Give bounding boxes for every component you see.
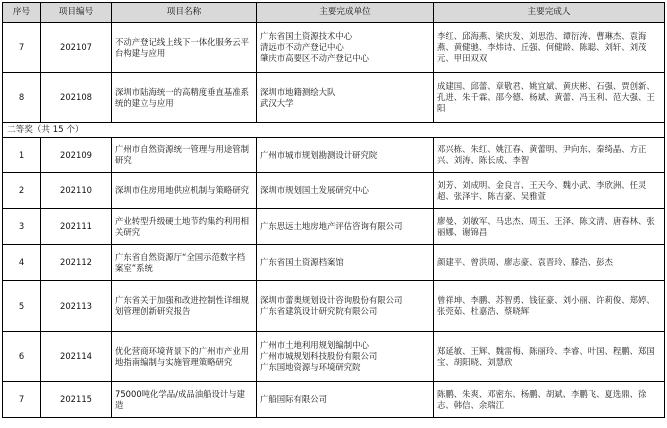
project-name: 广州市自然资源统一管理与用途管制研究	[112, 138, 257, 173]
completion-units	[257, 281, 434, 332]
completion-units	[257, 332, 434, 382]
table-row	[3, 382, 665, 418]
header-cell-people: 主要完成人	[434, 3, 665, 23]
unit-line: 肇庆市高要区不动产登记中心	[260, 53, 369, 63]
unit-line: 深圳市规划国土发展研究中心	[260, 185, 369, 195]
completion-people: 李红、邱海燕、梁庆发、刘思浩、谭衍涛、曹琳杰、袁海燕、黄健驰、李炜诗、丘强、何健龄、陈聪、刘轩、刘茂元、甲田双双	[434, 23, 665, 73]
completion-people: 廖曼、刘敏军、马忠杰、周玉、王泽、陈文清、唐春林、张丽娜、谢锦昌	[434, 209, 665, 245]
completion-people: 成建国、邱蕾、章敬君、姚宜斌、黄庆彬、石强、贾创新、孔进、朱千霖、邵今德、杨斌、黄蕾、冯玉利、范大强、王阳	[434, 73, 665, 123]
completion-people: 颜建平、曾洪周、廖志豪、袁晋玲、滕浩、彭杰	[434, 245, 665, 281]
project-name: 75000吨化学品/成品油船设计与建造	[112, 382, 257, 418]
row-number: 6	[3, 332, 41, 382]
row-number: 7	[3, 382, 41, 418]
project-code: 202111	[41, 209, 112, 245]
table-row	[3, 23, 665, 73]
unit-line: 武汉大学	[260, 97, 294, 108]
section-row	[3, 123, 665, 138]
awards-table	[2, 2, 665, 418]
table-row	[3, 209, 665, 245]
row-number: 1	[3, 138, 41, 173]
unit-line: 广东省建筑设计研究院有限公司	[260, 306, 378, 316]
header-cell-unit: 主要完成单位	[257, 3, 434, 23]
project-code: 202107	[41, 23, 112, 73]
row-number: 3	[3, 209, 41, 245]
project-name: 广东省关于加强和改进控制性详细规划管理创新研究报告	[112, 281, 257, 332]
unit-line: 广东省国土资源技术中心	[260, 31, 353, 41]
table-row	[3, 332, 665, 382]
completion-units	[257, 245, 434, 281]
project-code: 202112	[41, 245, 112, 281]
unit-line: 广州市城市规划勘测设计研究院	[260, 149, 378, 160]
project-code: 202110	[41, 173, 112, 209]
unit-line: 广州市土地利用规划编制中心	[260, 340, 369, 350]
unit-line: 广东省国土资源档案馆	[260, 257, 344, 267]
project-code: 202109	[41, 138, 112, 173]
project-code: 202113	[41, 281, 112, 332]
unit-line: 清远市不动产登记中心	[260, 42, 344, 52]
completion-people: 刘芳、刘成明、金良言、王天今、魏小武、李欣洲、任灵超、张泽宇、陈吉豪、吴雅萱	[434, 173, 665, 209]
header-row	[3, 3, 665, 23]
row-number: 5	[3, 281, 41, 332]
project-name: 优化营商环境背景下的广州市产业用地指南编制与实施管理策略研究	[112, 332, 257, 382]
section-title: 二等奖（共 15 个）	[3, 123, 665, 138]
unit-line: 广州市城规划科技股份有限公司	[260, 351, 378, 361]
header-cell-name: 项目名称	[112, 3, 257, 23]
completion-people: 曾祥坤、李鹏、苏智勇、钱征豪、刘小丽、许莉俊、郑婷、张莞茹、杜嘉浩、蔡晓辉	[434, 281, 665, 332]
project-name: 产业转型升级硬土地节约集约利用相关研究	[112, 209, 257, 245]
table-row	[3, 245, 665, 281]
table-section	[3, 123, 665, 138]
awards-sheet	[2, 2, 664, 425]
table-row	[3, 138, 665, 173]
completion-units	[257, 73, 434, 123]
table-body-second	[3, 138, 665, 418]
unit-line: 深圳市地籍测绘大队	[260, 86, 336, 97]
row-number: 8	[3, 73, 41, 123]
project-name: 深圳市住房用地供应机制与策略研究	[112, 173, 257, 209]
row-number: 2	[3, 173, 41, 209]
unit-line: 广东思远土地房地产评估咨询有限公司	[260, 221, 403, 231]
completion-units	[257, 173, 434, 209]
completion-units	[257, 23, 434, 73]
table-body-top	[3, 23, 665, 123]
unit-line: 深圳市蕾奥规划设计咨询股份有限公司	[260, 295, 403, 305]
completion-units	[257, 138, 434, 173]
completion-people: 陈鹏、朱爽、邓密东、杨鹏、胡斌、李鹏飞、夏选鼎、徐志、韩信、余瑞江	[434, 382, 665, 418]
table-row	[3, 173, 665, 209]
table-row	[3, 281, 665, 332]
completion-people: 郑延敏、王辉、魏雷梅、陈丽玲、李睿、叶国、程鹏、郑国宝、胡阳晓、刘慧欣	[434, 332, 665, 382]
project-code: 202114	[41, 332, 112, 382]
completion-people: 邓兴栋、朱红、姚江春、黄蕾明、尹向东、秦绮晶、方正兴、刘涛、陈长成、李智	[434, 138, 665, 173]
unit-line: 广东国地资源与环境研究院	[260, 362, 361, 372]
project-name: 不动产登记线上线下一体化服务云平台构建与应用	[112, 23, 257, 73]
project-name: 广东省自然资源厅“全国示范数字档案室”系统	[112, 245, 257, 281]
completion-units	[257, 382, 434, 418]
table-header	[3, 3, 665, 23]
row-number: 7	[3, 23, 41, 73]
table-row	[3, 73, 665, 123]
header-cell-code: 项目编号	[41, 3, 112, 23]
unit-line: 广船国际有限公司	[260, 394, 327, 404]
header-cell-no: 序号	[3, 3, 41, 23]
completion-units	[257, 209, 434, 245]
project-name: 深圳市陆海统一的高精度垂直基准系统的建立与应用	[112, 73, 257, 123]
row-number: 4	[3, 245, 41, 281]
project-code: 202115	[41, 382, 112, 418]
project-code: 202108	[41, 73, 112, 123]
